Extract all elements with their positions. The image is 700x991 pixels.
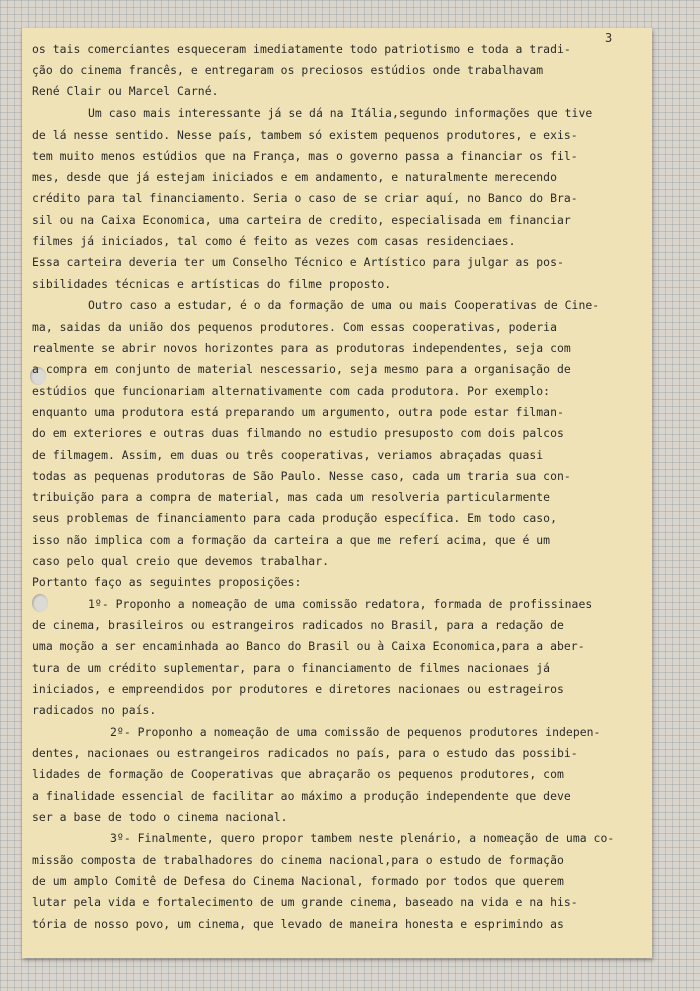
text-line: lutar pela vida e fortalecimento de um grande cinema, baseado na vida e na his- xyxy=(32,895,578,909)
text-line: de um amplo Comitê de Defesa do Cinema Nacional, formado por todos que querem xyxy=(32,874,564,888)
text-line: tribuição para a compra de material, mas cada um resolveria particularmente xyxy=(32,490,551,504)
text-line: caso pelo qual creio que devemos trabalhar. xyxy=(32,554,330,568)
text-line: Outro caso a estudar, é o da formação de uma ou mais Cooperativas de Cine- xyxy=(88,298,600,312)
text-line: ma, saidas da união dos pequenos produtores. Com essas cooperativas, poderia xyxy=(32,320,557,334)
text-line: tura de um crédito suplementar, para o financiamento de filmes nacionaes já xyxy=(32,661,551,675)
document-page xyxy=(22,28,652,958)
punch-hole xyxy=(32,594,48,612)
text-line: estúdios que funcionariam alternativamente com cada produtora. Por exemplo: xyxy=(32,384,551,398)
text-line: 2º- Proponho a nomeação de uma comissão de pequenos produtores indepen- xyxy=(110,725,601,739)
text-line: mes, desde que já estejam iniciados e em andamento, e naturalmente merecendo xyxy=(32,170,557,184)
text-line: de lá nesse sentido. Nesse país, tambem só existem pequenos produtores, e exis- xyxy=(32,128,578,142)
text-line: de filmagem. Assim, em duas ou três cooperativas, veriamos abraçadas quasi xyxy=(32,448,544,462)
text-line: missão composta de trabalhadores do cinema nacional,para o estudo de formação xyxy=(32,853,564,867)
text-line: Portanto faço as seguintes proposições: xyxy=(32,575,302,589)
text-line: enquanto uma produtora está preparando um argumento, outra pode estar filman- xyxy=(32,405,564,419)
text-line: iniciados, e empreendidos por produtores e diretores nacionaes ou estrageiros xyxy=(32,682,564,696)
text-line: realmente se abrir novos horizontes para as produtoras independentes, seja com xyxy=(32,341,571,355)
text-line: tória de nosso povo, um cinema, que levado de maneira honesta e esprimindo as xyxy=(32,917,564,931)
text-line: dentes, nacionaes ou estrangeiros radicados no país, para o estudo das possibi- xyxy=(32,746,578,760)
text-line: sibilidades técnicas e artísticas do filme proposto. xyxy=(32,277,392,291)
text-line: Essa carteira deveria ter um Conselho Técnico e Artístico para julgar as pos- xyxy=(32,255,564,269)
text-line: 3º- Finalmente, quero propor tambem neste plenário, a nomeação de uma co- xyxy=(110,831,615,845)
text-line: Um caso mais interessante já se dá na Itália,segundo informações que tive xyxy=(88,106,593,120)
text-line: a finalidade essencial de facilitar ao máximo a produção independente que deve xyxy=(32,789,571,803)
text-line: tem muito menos estúdios que na França, mas o governo passa a financiar os fil- xyxy=(32,149,578,163)
text-line: 1º- Proponho a nomeação de uma comissão redatora, formada de profissinaes xyxy=(88,597,593,611)
text-line: isso não implica com a formação da carteira a que me referí acima, que é um xyxy=(32,533,551,547)
text-line: a compra em conjunto de material nescessario, seja mesmo para a organisação de xyxy=(32,362,571,376)
text-line: filmes já iniciados, tal como é feito as vezes com casas residenciaes. xyxy=(32,234,516,248)
text-line: os tais comerciantes esqueceram imediatamente todo patriotismo e toda a tradi- xyxy=(32,42,571,56)
text-line: uma moção a ser encaminhada ao Banco do Brasil ou à Caixa Economica,para a aber- xyxy=(32,639,585,653)
text-line: ser a base de todo o cinema nacional. xyxy=(32,810,288,824)
text-line: crédito para tal financiamento. Seria o caso de se criar aquí, no Banco do Bra- xyxy=(32,191,578,205)
text-line: radicados no país. xyxy=(32,703,157,717)
text-line: sil ou na Caixa Economica, uma carteira de credito, especialisada em financiar xyxy=(32,213,571,227)
text-line: lidades de formação de Cooperativas que abraçarão os pequenos produtores, com xyxy=(32,767,564,781)
text-line: René Clair ou Marcel Carné. xyxy=(32,84,219,98)
text-line: de cinema, brasileiros ou estrangeiros radicados no Brasil, para a redação de xyxy=(32,618,564,632)
text-line: todas as pequenas produtoras de São Paulo. Nesse caso, cada um traria sua con- xyxy=(32,469,571,483)
text-line: do em exteriores e outras duas filmando no estudio presuposto com dois palcos xyxy=(32,426,564,440)
page-number: 3 xyxy=(605,31,613,45)
text-line: seus problemas de financiamento para cada produção específica. Em todo caso, xyxy=(32,511,557,525)
text-line: ção do cinema francês, e entregaram os preciosos estúdios onde trabalhavam xyxy=(32,63,544,77)
